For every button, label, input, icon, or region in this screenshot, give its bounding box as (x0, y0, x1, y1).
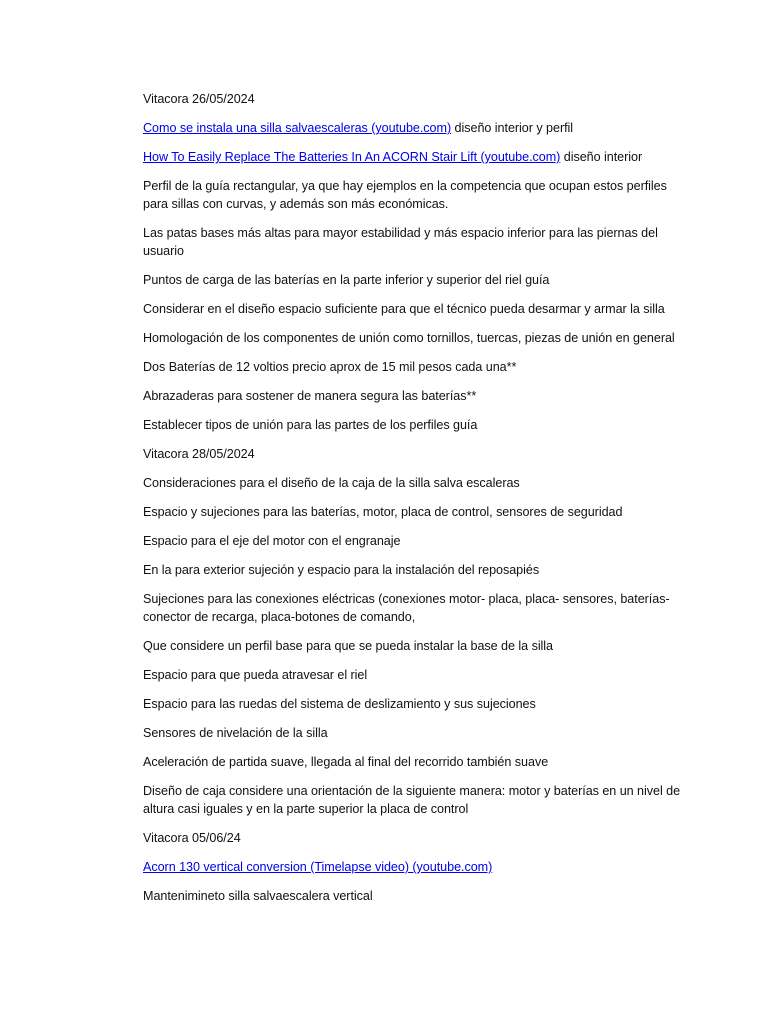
paragraph: Espacio y sujeciones para las baterías, motor, placa de control, sensores de seguridad (143, 505, 623, 519)
paragraph: Establecer tipos de unión para las partes de los perfiles guía (143, 418, 478, 432)
paragraph: Sujeciones para las conexiones eléctricas (conexiones motor- placa, placa- sensores, baterías-conector de recarga, placa-botones de comando, (143, 592, 670, 624)
paragraph: Espacio para que pueda atravesar el riel (143, 668, 368, 682)
log-date-heading: Vitacora 28/05/2024 (143, 447, 255, 461)
document-body (143, 90, 688, 916)
log-date-heading: Vitacora 05/06/24 (143, 831, 241, 845)
paragraph-link-acorn-video (143, 858, 688, 876)
link-note: diseño interior y perfil (451, 121, 574, 135)
paragraph-link-install-video (143, 119, 688, 137)
paragraph: Dos Baterías de 12 voltios precio aprox de 15 mil pesos cada una** (143, 360, 517, 374)
link-note: diseño interior (560, 150, 643, 164)
log-date-heading: Vitacora 26/05/2024 (143, 92, 255, 106)
paragraph: Las patas bases más altas para mayor estabilidad y más espacio inferior para las piernas del usuario (143, 226, 658, 258)
paragraph: Aceleración de partida suave, llegada al final del recorrido también suave (143, 755, 549, 769)
paragraph: Abrazaderas para sostener de manera segura las baterías** (143, 389, 477, 403)
paragraph: Que considere un perfil base para que se pueda instalar la base de la silla (143, 639, 554, 653)
paragraph: Puntos de carga de las baterías en la parte inferior y superior del riel guía (143, 273, 550, 287)
paragraph: En la para exterior sujeción y espacio para la instalación del reposapiés (143, 563, 540, 577)
link-battery-video[interactable]: How To Easily Replace The Batteries In An ACORN Stair Lift (youtube.com) (143, 150, 561, 164)
paragraph: Considerar en el diseño espacio suficiente para que el técnico pueda desarmar y armar la silla (143, 302, 665, 316)
paragraph: Espacio para el eje del motor con el engranaje (143, 534, 401, 548)
paragraph: Mantenimineto silla salvaescalera vertical (143, 889, 373, 903)
paragraph: Consideraciones para el diseño de la caja de la silla salva escaleras (143, 476, 520, 490)
paragraph: Diseño de caja considere una orientación de la siguiente manera: motor y baterías en un nivel de altura casi iguales y en la parte superior la placa de control (143, 784, 681, 816)
paragraph: Sensores de nivelación de la silla (143, 726, 328, 740)
paragraph: Espacio para las ruedas del sistema de deslizamiento y sus sujeciones (143, 697, 536, 711)
paragraph-link-battery-video (143, 148, 688, 166)
link-acorn-video[interactable]: Acorn 130 vertical conversion (Timelapse video) (youtube.com) (143, 860, 493, 874)
link-install-video[interactable]: Como se instala una silla salvaescaleras (youtube.com) (143, 121, 452, 135)
paragraph: Perfil de la guía rectangular, ya que hay ejemplos en la competencia que ocupan estos perfiles para sillas con curvas, y además son más económicas. (143, 179, 667, 211)
paragraph: Homologación de los componentes de unión como tornillos, tuercas, piezas de unión en general (143, 331, 675, 345)
